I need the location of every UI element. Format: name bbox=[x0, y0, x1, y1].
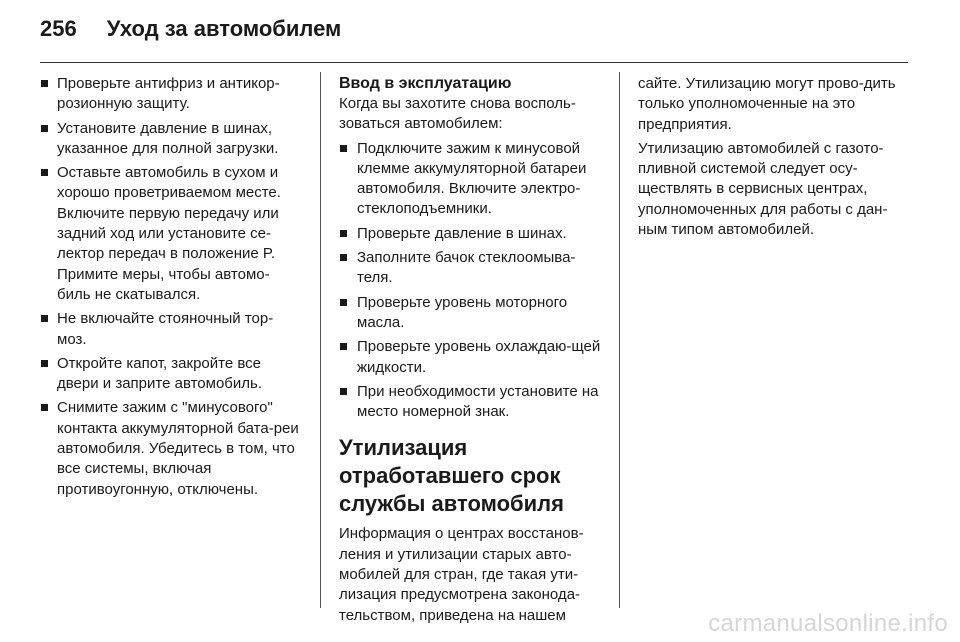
bullet-square-icon bbox=[41, 315, 48, 322]
list-item: Заполните бачок стеклоомыва-теля. bbox=[339, 248, 607, 289]
bullet-square-icon bbox=[41, 404, 48, 411]
section-heading: Утилизация отработавшего срок службы автомобиля bbox=[339, 435, 564, 517]
bullet-square-icon bbox=[41, 125, 48, 132]
bullet-square-icon bbox=[340, 145, 347, 152]
storage-checklist bbox=[40, 74, 302, 500]
list-item: Проверьте антифриз и антикор-розионную защиту. bbox=[40, 74, 302, 115]
bullet-square-icon bbox=[41, 360, 48, 367]
list-item: Установите давление в шинах, указанное для полной загрузки. bbox=[40, 119, 302, 160]
list-item: Проверьте давление в шинах. bbox=[339, 224, 607, 244]
bullet-square-icon bbox=[340, 388, 347, 395]
page-header bbox=[40, 16, 341, 48]
bullet-square-icon bbox=[340, 299, 347, 306]
paragraph-gas-vehicles: Утилизацию автомобилей с газото-пливной системой следует осу-ществлять в сервисных центрах, уполномоченных для работы с дан-ным типом автомобилей. bbox=[638, 139, 888, 239]
list-item: Не включайте стояночный тор-моз. bbox=[40, 309, 302, 350]
section-paragraph: Информация о центрах восстанов-ления и утилизации старых авто-мобилей для стран, где такая ути-лизация предусмотрена законода-тельством, приведена на нашем bbox=[339, 525, 584, 624]
intro-paragraph: Когда вы захотите снова восполь-зоваться автомобилем: bbox=[339, 95, 576, 133]
column-3 bbox=[638, 74, 908, 244]
list-item: Откройте капот, закройте все двери и заприте автомобиль. bbox=[40, 354, 302, 395]
list-item: Снимите зажим с "минусового" контакта аккумуляторной бата-реи автомобиля. Убедитесь в том, что все системы, включая противоугонную, отключены. bbox=[40, 398, 302, 499]
paragraph-continued: сайте. Утилизацию могут прово-дить только уполномоченные на это предприятия. bbox=[638, 75, 896, 133]
list-item: Оставьте автомобиль в сухом и хорошо проветриваемом месте. Включите первую передачу или задний ход или установите се-лектор передач в положение P. Примите меры, чтобы автомо-биль не скатывался. bbox=[40, 163, 302, 305]
page-number: 256 bbox=[40, 16, 77, 41]
column-1 bbox=[40, 74, 302, 504]
recommission-checklist bbox=[339, 139, 607, 423]
list-item: Проверьте уровень охлаждаю-щей жидкости. bbox=[339, 337, 607, 378]
page-title: Уход за автомобилем bbox=[106, 16, 342, 41]
subsection-heading: Ввод в эксплуатацию bbox=[339, 75, 512, 92]
bullet-square-icon bbox=[41, 80, 48, 87]
bullet-square-icon bbox=[340, 230, 347, 237]
header-divider bbox=[40, 62, 908, 63]
bullet-square-icon bbox=[41, 169, 48, 176]
watermark-text: carmanualsonline.info bbox=[708, 610, 948, 637]
column-2 bbox=[339, 74, 607, 630]
column-divider-2 bbox=[619, 72, 620, 608]
bullet-square-icon bbox=[340, 254, 347, 261]
list-item: Подключите зажим к минусовой клемме аккумуляторной батареи автомобиля. Включите электро-стеклоподъемники. bbox=[339, 139, 607, 220]
list-item: Проверьте уровень моторного масла. bbox=[339, 293, 607, 334]
list-item: При необходимости установите на место номерной знак. bbox=[339, 382, 607, 423]
column-divider-1 bbox=[320, 72, 321, 608]
bullet-square-icon bbox=[340, 343, 347, 350]
